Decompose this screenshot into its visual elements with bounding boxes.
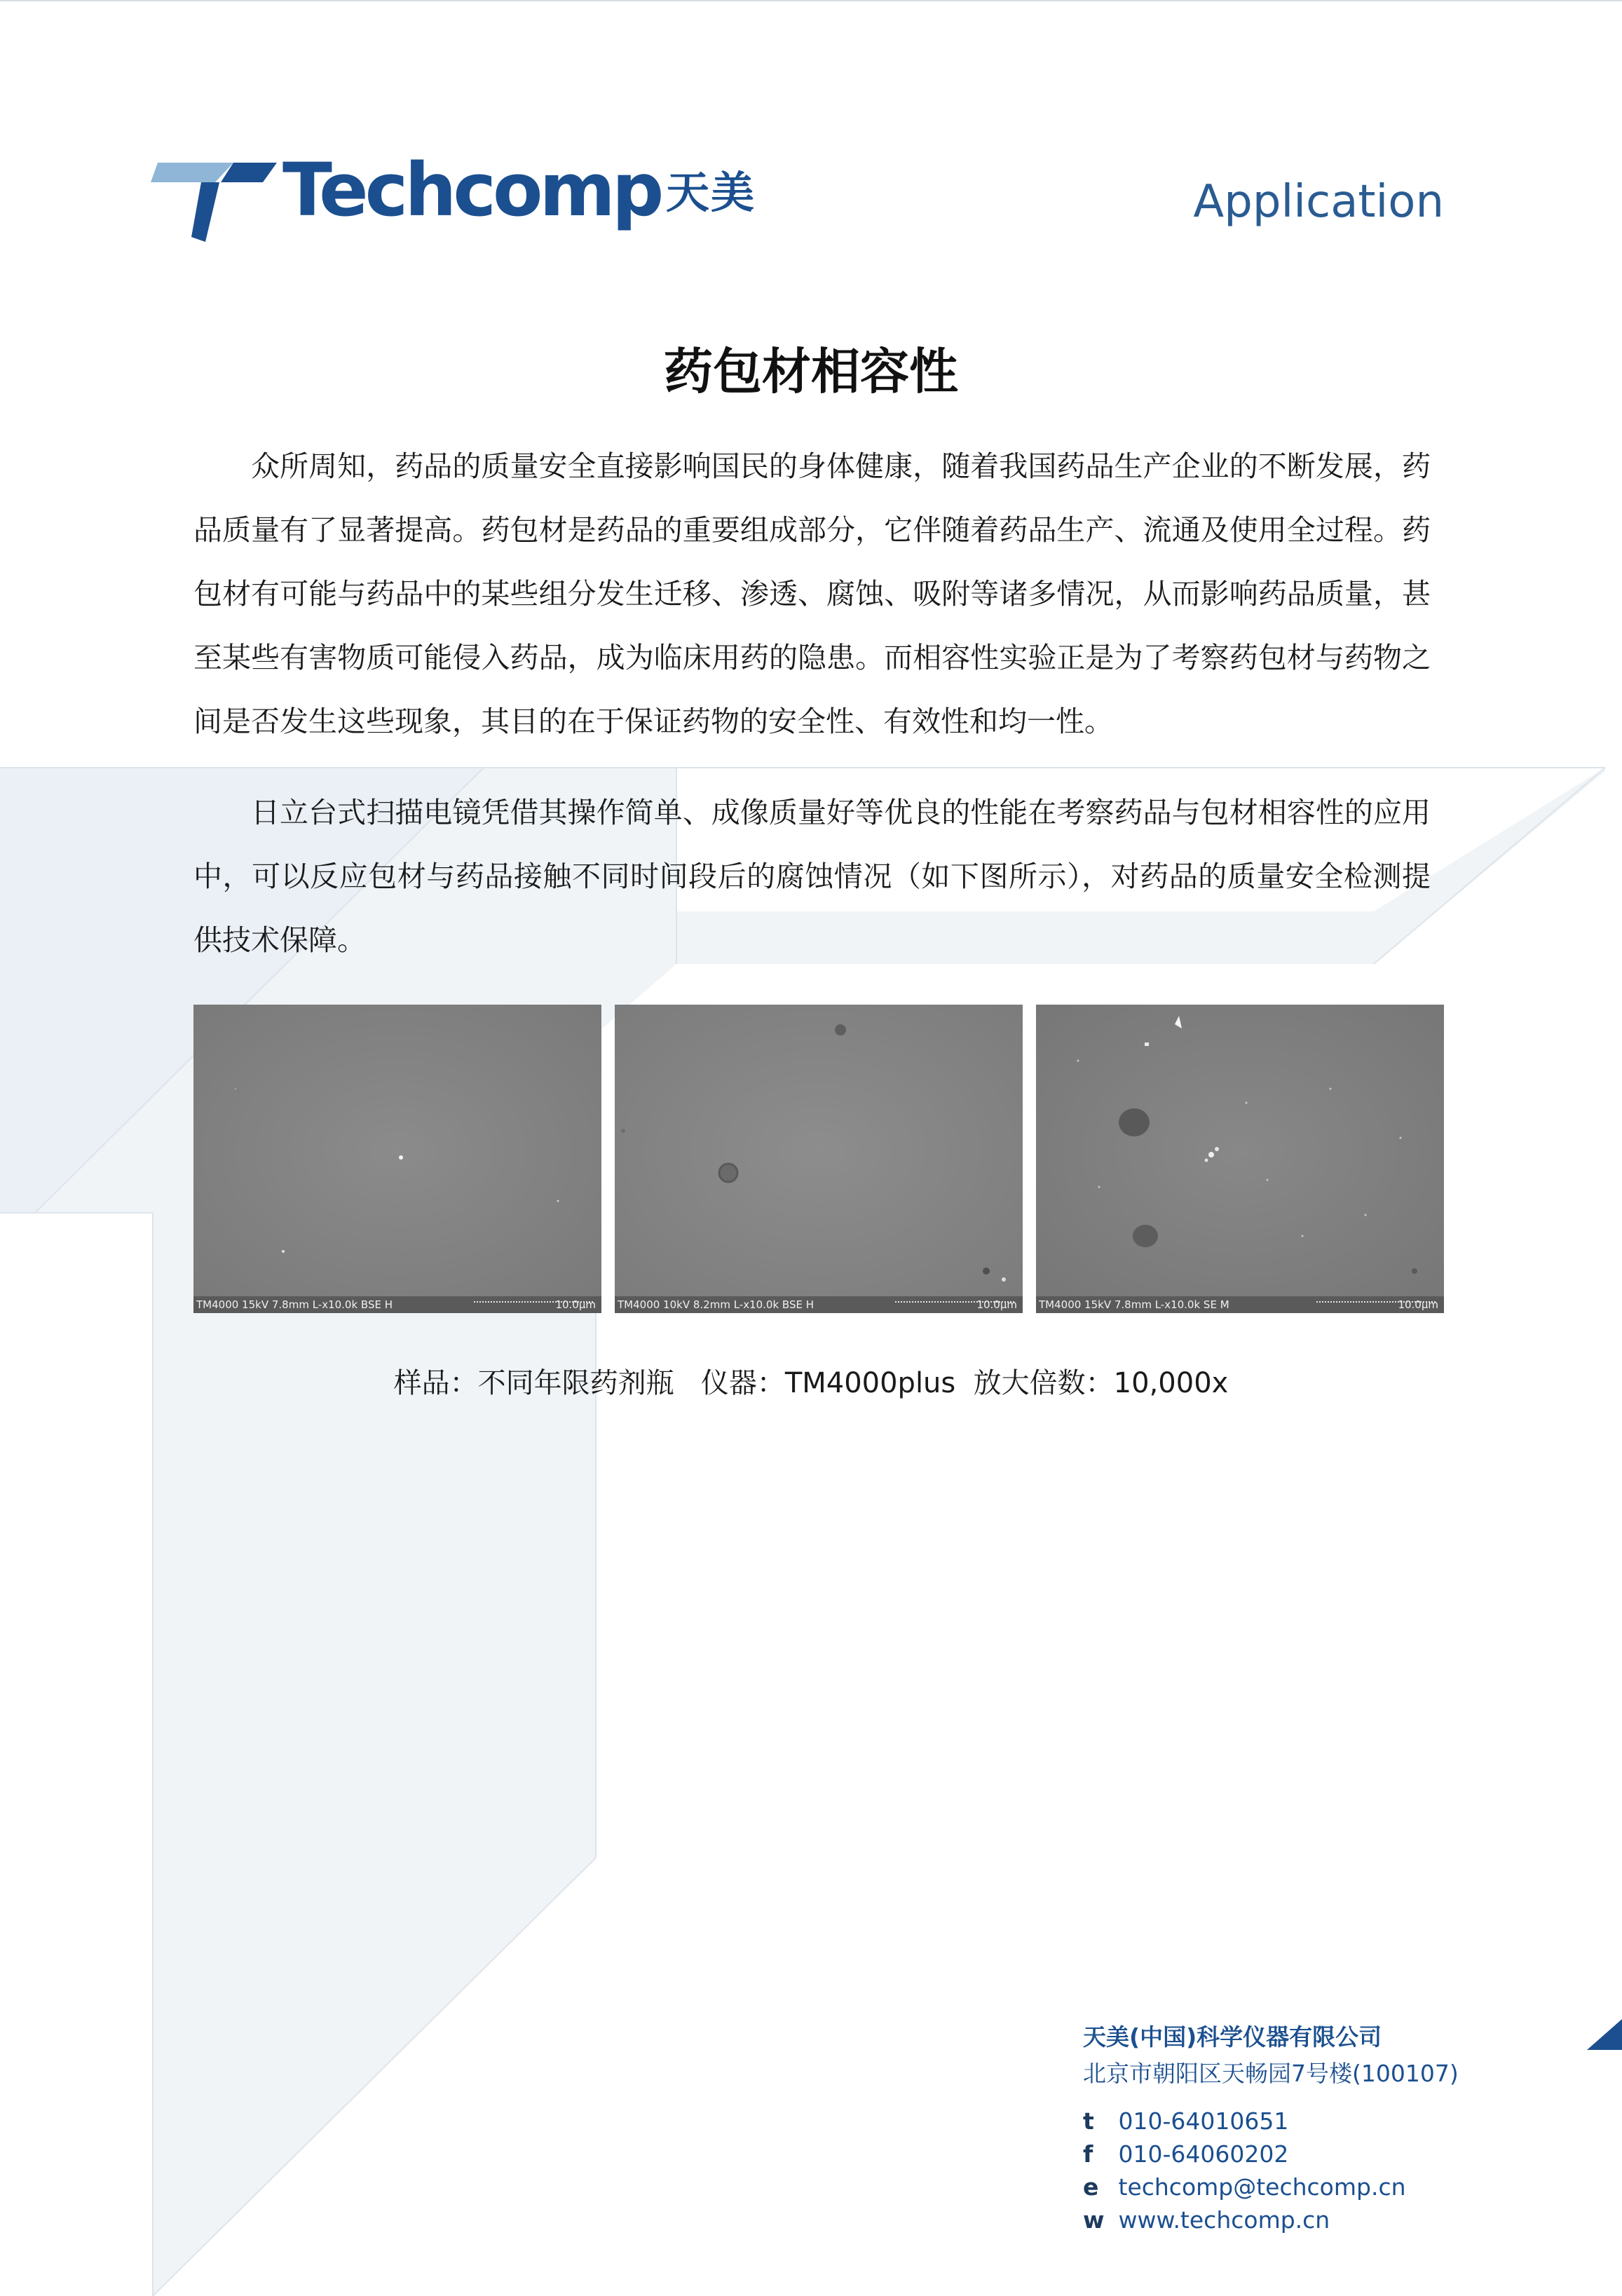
sem-micrograph [1036,1005,1444,1296]
fax-number: 010-64060202 [1118,2140,1289,2168]
scale-label: 10.0μm [1398,1298,1438,1311]
brand-name: Techcomp [282,147,661,233]
sem-info-bar [1036,1296,1444,1313]
top-border [0,0,1622,1]
sem-image-1 [193,1005,601,1313]
email-row [1083,2171,1574,2203]
page-title: 药包材相容性 [664,343,958,400]
sem-parameters: TM4000 10kV 8.2mm L-x10.0k BSE H [618,1298,815,1311]
sem-info-bar [193,1296,601,1313]
sem-parameters: TM4000 15kV 7.8mm L-x10.0k SE M [1039,1298,1229,1311]
scale-label: 10.0μm [555,1298,596,1311]
website-label: w [1083,2206,1105,2234]
brand-name-cn: 天美 [666,167,756,218]
document-type: Application [1193,176,1444,228]
fax-row [1083,2138,1574,2171]
fax-label: f [1083,2140,1093,2168]
contact-block [1083,2019,1574,2236]
phone-number: 010-64010651 [1118,2107,1289,2135]
sem-info-bar [615,1296,1023,1313]
application-paragraph: 日立台式扫描电镜凭借其操作简单、成像质量好等优良的性能在考察药品与包材相容性的应用中，可以反应包材与药品接触不同时间段后的腐蚀情况（如下图所示），对药品的质量安全检测提供技术保障。 [193,796,1431,957]
sem-micrograph [193,1005,601,1296]
sem-image-3 [1036,1005,1444,1313]
phone-label: t [1083,2107,1094,2135]
website-link[interactable]: www.techcomp.cn [1118,2206,1330,2234]
sem-image-2 [615,1005,1023,1313]
phone-row [1083,2105,1574,2138]
corner-triangle-icon [1587,2019,1622,2053]
company-address: 北京市朝阳区天畅园7号楼(100107) [1083,2060,1459,2087]
website-row [1083,2203,1574,2236]
intro-paragraph: 众所周知，药品的质量安全直接影响国民的身体健康，随着我国药品生产企业的不断发展，药品质量有了显著提高。药包材是药品的重要组成部分，它伴随着药品生产、流通及使用全过程。药包材有可能与药品中的某些组分发生迁移、渗透、腐蚀、吸附等诸多情况，从而影响药品质量，甚至某些有害物质可能侵入药品，成为临床用药的隐患。而相容性实验正是为了考察药包材与药物之间是否发生这些现象，其目的在于保证药物的安全性、有效性和均一性。 [193,449,1431,738]
sem-micrograph [615,1005,1023,1296]
scale-label: 10.0μm [976,1298,1017,1311]
email-label: e [1083,2173,1099,2201]
sem-parameters: TM4000 15kV 7.8mm L-x10.0k BSE H [196,1298,393,1311]
figure-caption: 样品：不同年限药剂瓶 仪器：TM4000plus 放大倍数：10,000x [393,1367,1229,1399]
techcomp-logo [151,149,782,240]
company-name: 天美(中国)科学仪器有限公司 [1083,2023,1382,2051]
logo-mark-icon [151,154,277,242]
contact-list [1083,2105,1574,2236]
email-address[interactable]: techcomp@techcomp.cn [1118,2173,1406,2201]
